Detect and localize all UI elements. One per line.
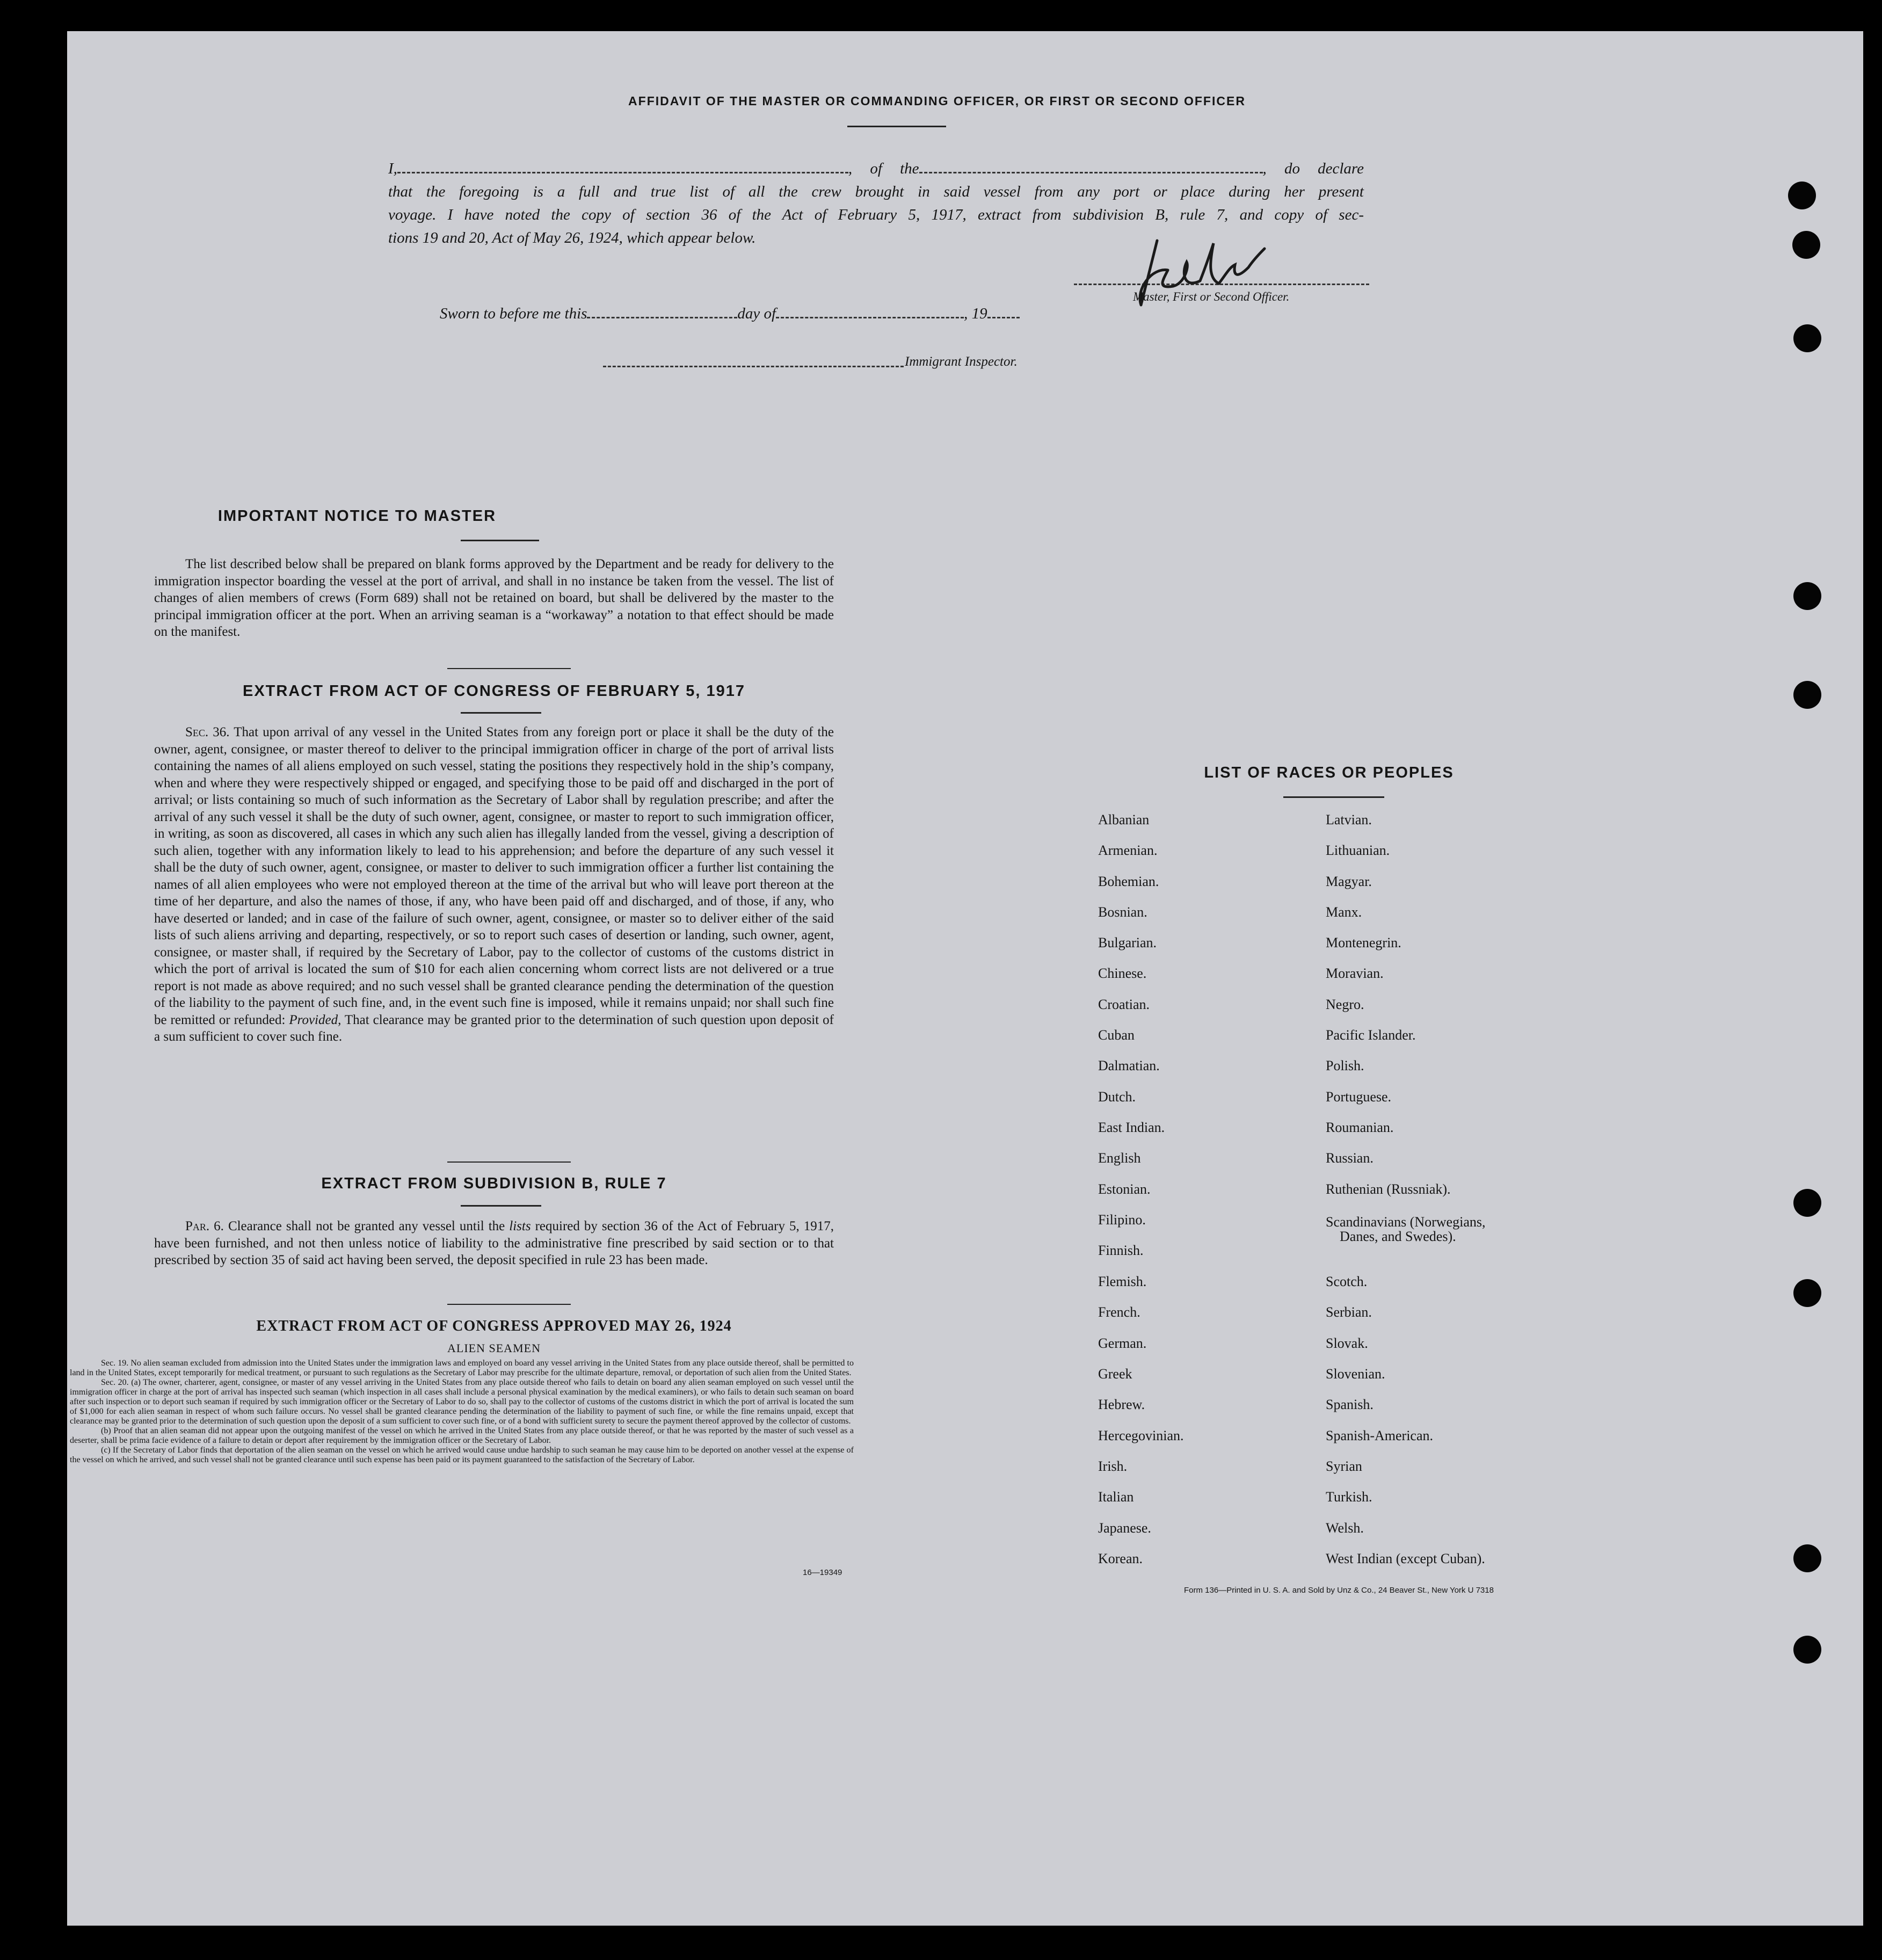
- race-row: [1098, 1089, 1635, 1120]
- race-left: Albanian: [1098, 812, 1150, 827]
- extract-1917-divider: [447, 1162, 571, 1163]
- race-left: Flemish.: [1098, 1274, 1147, 1290]
- race-left: Finnish.: [1098, 1243, 1144, 1259]
- notice-title: IMPORTANT NOTICE TO MASTER: [217, 507, 497, 525]
- race-right: Portuguese.: [1326, 1088, 1392, 1105]
- race-left: Hercegovinian.: [1098, 1427, 1184, 1443]
- officer-caption: Master, First or Second Officer.: [1133, 290, 1290, 303]
- race-row: [1098, 1274, 1635, 1304]
- race-right: Syrian: [1326, 1458, 1362, 1474]
- race-right: Montenegrin.: [1326, 935, 1401, 951]
- form-code: 16—19349: [803, 1568, 842, 1577]
- race-row: [1098, 1397, 1635, 1427]
- affidavit-line-4: tions 19 and 20, Act of May 26, 1924, which appear below.: [388, 229, 756, 246]
- race-row: [1098, 843, 1635, 873]
- race-left: Italian: [1098, 1489, 1134, 1505]
- notice-divider: [447, 668, 571, 669]
- race-row: [1098, 1520, 1635, 1551]
- document-page: [67, 31, 1863, 1926]
- race-right: West Indian (except Cuban).: [1326, 1550, 1485, 1566]
- notice-title-rule: [461, 540, 539, 541]
- race-right: Spanish.: [1326, 1397, 1374, 1413]
- race-right: Danes, and Swedes).: [1340, 1229, 1456, 1245]
- race-left: Chinese.: [1098, 966, 1147, 982]
- race-left: English: [1098, 1150, 1141, 1166]
- extract-1917-rule: [461, 712, 541, 714]
- affidavit-line-3: voyage. I have noted the copy of section 36 of the Act of February 5, 1917, extract from subdivision B, rule 7, and copy of sec-: [388, 206, 1364, 223]
- punch-hole: [1793, 324, 1821, 352]
- race-right: Manx.: [1326, 904, 1362, 920]
- race-left: East Indian.: [1098, 1119, 1165, 1135]
- race-right: Scotch.: [1326, 1274, 1368, 1290]
- race-left: Bulgarian.: [1098, 935, 1157, 951]
- race-left: Greek: [1098, 1366, 1132, 1382]
- race-row: [1098, 1150, 1635, 1181]
- race-row: [1098, 1428, 1635, 1458]
- race-right: Lithuanian.: [1326, 843, 1390, 859]
- race-right: Serbian.: [1326, 1304, 1372, 1320]
- race-row: [1098, 966, 1635, 996]
- punch-hole: [1793, 1279, 1821, 1307]
- race-right: Negro.: [1326, 996, 1364, 1012]
- race-right: Magyar.: [1326, 873, 1372, 889]
- race-left: Bohemian.: [1098, 873, 1159, 889]
- race-left: Croatian.: [1098, 996, 1150, 1012]
- race-left: Cuban: [1098, 1027, 1135, 1043]
- race-right: Spanish-American.: [1326, 1427, 1434, 1443]
- race-left: Dalmatian.: [1098, 1058, 1160, 1074]
- race-left: Estonian.: [1098, 1181, 1151, 1197]
- race-right: Pacific Islander.: [1326, 1027, 1416, 1043]
- extract-1917-title: EXTRACT FROM ACT OF CONGRESS OF FEBRUARY 5, 1917: [242, 683, 746, 700]
- race-left: Irish.: [1098, 1458, 1128, 1474]
- race-right: Russian.: [1326, 1150, 1374, 1166]
- punch-hole: [1793, 1636, 1821, 1664]
- rule7-title: EXTRACT FROM SUBDIVISION B, RULE 7: [321, 1175, 667, 1192]
- inspector-caption: Immigrant Inspector.: [905, 354, 1018, 369]
- affidavit-line-1: I, , of the , do declare: [388, 160, 1364, 177]
- race-right: Scandinavians (Norwegians,: [1326, 1214, 1486, 1230]
- race-left: Bosnian.: [1098, 904, 1147, 920]
- inspector-signature-line: [603, 366, 904, 367]
- races-list: [1098, 812, 1635, 1581]
- affidavit-line-2: that the foregoing is a full and true list of all the crew brought in said vessel from any port or place during her present: [388, 183, 1364, 200]
- race-right: Turkish.: [1326, 1489, 1372, 1505]
- race-row: [1098, 1120, 1635, 1150]
- race-row: [1098, 1458, 1635, 1489]
- race-row: [1098, 1304, 1635, 1335]
- rule7-divider: [447, 1304, 571, 1305]
- race-right: Moravian.: [1326, 966, 1384, 982]
- race-right: Polish.: [1326, 1058, 1364, 1074]
- race-left: Japanese.: [1098, 1520, 1151, 1536]
- form-footer: Form 136—Printed in U. S. A. and Sold by Unz & Co., 24 Beaver St., New York U 7318: [1184, 1586, 1494, 1595]
- race-row: [1098, 935, 1635, 966]
- race-right: Slovak.: [1326, 1335, 1368, 1351]
- rule7-rule: [461, 1205, 541, 1207]
- race-right: Latvian.: [1326, 812, 1372, 827]
- race-row: [1098, 1181, 1635, 1212]
- race-right: Roumanian.: [1326, 1119, 1394, 1135]
- race-row: [1098, 812, 1635, 843]
- race-left: Filipino.: [1098, 1211, 1146, 1228]
- races-title: LIST OF RACES OR PEOPLES: [1204, 764, 1454, 781]
- sec-20a: Sec. 20. (a) The owner, charterer, agent, consignee, or master of any vessel arriving in the United States from any place outside thereof who fails to detain on board any alien seaman employed on such vessel until the immigration officer in charge at the port of arrival has inspected such seaman (which inspection in all cases shall include a personal physical examination by the medical examiners), or who fails to detain such seaman on board after such inspection or to deport such seaman if required by such immigration officer or the Secretary of Labor to do so, shall pay to the collector of customs of the customs district in which the port of arrival is located the sum of $1,000 for each alien seaman in respect of whom such failure occurs. No vessel shall be granted clearance pending the determination of the liability to payment of such fine, or while the fine remains unpaid, except that clearance may be granted prior to the determination of such question upon the deposit of a sum sufficient to cover such fine, or of a bond with sufficient surety to secure the payment thereof approved by the collector of customs.: [70, 1378, 854, 1426]
- race-right: Welsh.: [1326, 1520, 1364, 1536]
- extract-1924-subtitle: ALIEN SEAMEN: [447, 1341, 541, 1355]
- race-row: [1098, 904, 1635, 935]
- extract-1924-text: [70, 1359, 854, 1465]
- punch-hole: [1788, 182, 1816, 209]
- sec-20c: (c) If the Secretary of Labor finds that deportation of the alien seaman on the vessel on which he arrived would cause undue hardship to such seaman he may cause him to be deported on another vessel at the expense of the vessel on which he arrived, and such vessel shall not be granted clearance until such expense has been paid or its payment guaranteed to the satisfaction of the Secretary of Labor.: [70, 1446, 854, 1464]
- sec-20b: (b) Proof that an alien seaman did not appear upon the outgoing manifest of the vessel on which he arrived in the United States from any place outside thereof, or that he was reported by the master of such vessel as a deserter, shall be prima facie evidence of a failure to detain or deport after requirement by the immigration officer or the Secretary of Labor.: [70, 1426, 854, 1445]
- race-left: German.: [1098, 1335, 1147, 1351]
- race-left: Dutch.: [1098, 1088, 1136, 1105]
- title-rule: [847, 126, 946, 127]
- race-right: Slovenian.: [1326, 1366, 1385, 1382]
- punch-hole: [1793, 1544, 1821, 1572]
- race-row: [1098, 1335, 1635, 1366]
- races-title-rule: [1283, 796, 1384, 798]
- race-row: [1098, 1229, 1635, 1274]
- extract-1917-text: Sec. 36. That upon arrival of any vessel in the United States from any foreign port or place it shall be the duty of the owner, agent, consignee, or master thereof to deliver to the principal immigration officer in charge of the port of arrival lists containing the names of all aliens employed on such vessel, stating the positions they respectively hold in the ship’s company, when and where they were respectively shipped or engaged, and specifying those to be paid off and discharged in the port of arrival; or lists containing so much of such information as the Secretary of Labor shall by regulation prescribe; and after the arrival of any such vessel it shall be the duty of such owner, agent, consignee, or master to report to such immigration officer, in writing, as soon as discovered, all cases in which any such alien has illegally landed from the vessel, giving a description of such alien, together with any information likely to lead to his apprehension; and before the departure of any such vessel it shall be the duty of such owner, agent, consignee, or master to deliver to such immigration officer a further list containing the names of all alien employees who were not employed thereon at the time of the arrival but who will leave port thereon at the time of her departure, and also the names of those, if any, who have been paid off and discharged, and of those, if any, who have deserted or landed; and in case of the failure of such owner, agent, consignee, or master so to deliver either of the said lists of such aliens arriving and departing, respectively, or so to report such cases of desertion or landing, such owner, agent, consignee, or master shall, if required by the Secretary of Labor, pay to the collector of customs of the customs district in which the port of arrival is located the sum of $10 for each alien concerning whom correct lists are not delivered or a true report is not made as above required; and no such vessel shall be granted clearance pending the determination of the question of the liability to the payment of such fine, and, in the event such fine is imposed, while it remains unpaid; nor shall such fine be remitted or refunded: Provided, That clearance may be granted prior to the determination of such question upon deposit of a sum sufficient to cover such fine.: [154, 725, 834, 1044]
- extract-1924-title: EXTRACT FROM ACT OF CONGRESS APPROVED MAY 26, 1924: [256, 1318, 732, 1334]
- sec-19: Sec. 19. No alien seaman excluded from admission into the United States under the immigration laws and employed on board any vessel arriving in the United States from any place outside thereof, shall be permitted to land in the United States, except temporarily for medical treatment, or pursuant to such regulations as the Secretary of Labor may prescribe for the ultimate departure, removal, or deportation of such alien from the United States.: [70, 1359, 854, 1377]
- race-row: [1098, 997, 1635, 1027]
- race-row: [1098, 1551, 1635, 1581]
- race-left: Armenian.: [1098, 843, 1158, 859]
- rule7-text: Par. 6. Clearance shall not be granted any vessel until the lists required by section 36 of the Act of February 5, 1917, have been furnished, and not then unless notice of liability to the administrative fine prescribed by said section or to that prescribed by section 35 of said act having been served, the deposit specified in rule 23 has been made.: [154, 1219, 834, 1267]
- punch-hole: [1793, 1189, 1821, 1217]
- punch-hole: [1793, 582, 1821, 610]
- race-row: [1098, 1366, 1635, 1397]
- race-row: [1098, 874, 1635, 904]
- punch-hole: [1793, 681, 1821, 709]
- notice-text: The list described below shall be prepared on blank forms approved by the Department and be ready for delivery to the immigration inspector boarding the vessel at the port of arrival, and shall in no instance be taken from the vessel. The list of changes of alien members of crews (Form 689) shall not be retained on board, but shall be delivered by the master to the principal immigration officer at the port. When an arriving seaman is a “workaway” a notation to that effect should be made on the manifest.: [154, 557, 834, 639]
- race-left: Korean.: [1098, 1550, 1143, 1566]
- race-right: Ruthenian (Russniak).: [1326, 1181, 1451, 1197]
- punch-hole: [1792, 231, 1820, 259]
- race-left: Hebrew.: [1098, 1397, 1145, 1413]
- sworn-line: Sworn to before me this day of , 19: [440, 305, 1020, 323]
- race-row: [1098, 1027, 1635, 1058]
- race-left: French.: [1098, 1304, 1140, 1320]
- race-row: [1098, 1058, 1635, 1088]
- affidavit-title: AFFIDAVIT OF THE MASTER OR COMMANDING OFFICER, OR FIRST OR SECOND OFFICER: [628, 94, 1246, 108]
- race-row: [1098, 1489, 1635, 1520]
